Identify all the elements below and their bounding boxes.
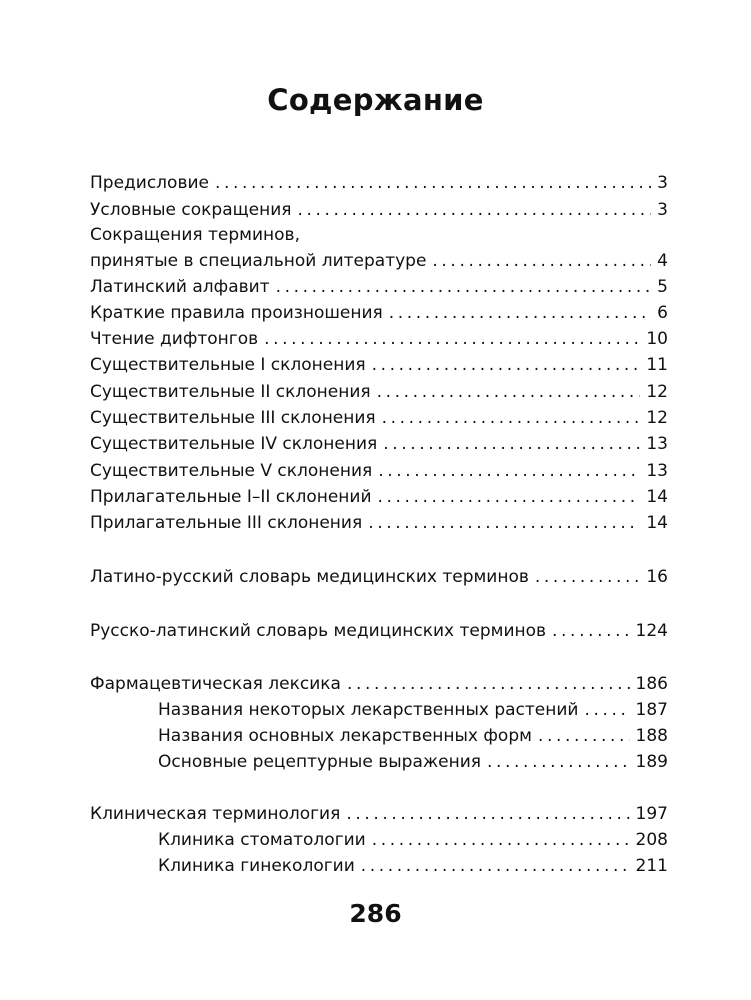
toc-entry-page: 6 (657, 303, 668, 323)
dot-leader (361, 854, 630, 878)
dot-leader (215, 171, 651, 195)
toc-entry-page: 208 (635, 830, 668, 850)
toc-entry-nouns-4 (90, 432, 668, 456)
dot-leader (264, 327, 640, 351)
toc-entry-prescription-expressions (158, 750, 668, 774)
toc-entry-abbreviations (90, 198, 668, 222)
toc-entry-page: 12 (646, 382, 668, 402)
toc-entry-label: Условные сокращения (90, 200, 292, 220)
toc-entry-dentistry-clinic (158, 828, 668, 852)
toc-entry-label: Русско-латинский словарь медицинских терминов (90, 621, 547, 641)
toc-entry-label: Существительные IV склонения (90, 434, 378, 454)
toc-entry-label: Латинский алфавит (90, 277, 270, 297)
toc-entry-page: 13 (646, 434, 668, 454)
dot-leader (378, 459, 640, 483)
toc-entry-nouns-5 (90, 459, 668, 483)
toc-entry-page: 124 (635, 621, 668, 641)
toc-entry-drug-forms (158, 724, 668, 748)
dot-leader (552, 619, 630, 643)
dot-leader (297, 198, 651, 222)
toc-entry-page: 188 (635, 726, 668, 746)
toc-entry-page: 16 (646, 567, 668, 587)
toc-entry-page: 13 (646, 461, 668, 481)
toc-entry-label: Клиническая терминология (90, 804, 341, 824)
page-title: Содержание (267, 83, 484, 117)
dot-leader (377, 380, 641, 404)
toc-entry-page: 14 (646, 513, 668, 533)
toc-entry-medicinal-plants (158, 698, 668, 722)
toc-entry-page: 14 (646, 487, 668, 507)
toc-entry-page: 5 (657, 277, 668, 297)
toc-entry-foreword (90, 171, 668, 195)
page-number: 286 (349, 899, 402, 928)
toc-entry-label: Основные рецептурные выражения (158, 752, 482, 772)
toc-entry-page: 10 (646, 329, 668, 349)
toc-entry-term-abbreviations-line1: Сокращения терминов, (90, 225, 300, 245)
toc-entry-latin-russian-dictionary (90, 565, 668, 589)
toc-entry-label: Существительные II склонения (90, 382, 371, 402)
toc-entry-label: Названия основных лекарственных форм (158, 726, 532, 746)
dot-leader (382, 406, 641, 430)
toc-entry-label: Существительные III склонения (90, 408, 376, 428)
dot-leader (372, 828, 630, 852)
toc-entry-label: Латино-русский словарь медицинских терминов (90, 567, 529, 587)
toc-entry-diphthongs (90, 327, 668, 351)
toc-entry-gynecology-clinic (158, 854, 668, 878)
dot-leader (276, 275, 652, 299)
dot-leader (432, 249, 651, 273)
toc-entry-page: 11 (646, 355, 668, 375)
toc-entry-term-abbreviations (90, 249, 668, 273)
dot-leader (378, 485, 641, 509)
toc-entry-page: 186 (635, 674, 668, 694)
dot-leader (368, 511, 640, 535)
toc-entry-label: Предисловие (90, 173, 209, 193)
toc-entry-label: Существительные V склонения (90, 461, 373, 481)
dot-leader (389, 301, 651, 325)
dot-leader (584, 698, 629, 722)
toc-entry-label: Прилагательные I–II склонений (90, 487, 372, 507)
toc-entry-label: Фармацевтическая лексика (90, 674, 341, 694)
toc-entry-label: Прилагательные III склонения (90, 513, 363, 533)
toc-entry-russian-latin-dictionary (90, 619, 668, 643)
toc-entry-label: Названия некоторых лекарственных растений (158, 700, 579, 720)
toc-entry-latin-alphabet (90, 275, 668, 299)
toc-entry-adjectives-3 (90, 511, 668, 535)
toc-entry-page: 4 (657, 251, 668, 271)
dot-leader (346, 802, 629, 826)
toc-entry-label: принятые в специальной литературе (90, 251, 427, 271)
toc-entry-page: 187 (635, 700, 668, 720)
toc-entry-label: Клиника стоматологии (158, 830, 366, 850)
dot-leader (535, 565, 640, 589)
dot-leader (487, 750, 630, 774)
toc-entry-page: 3 (657, 200, 668, 220)
toc-entry-label: Существительные I склонения (90, 355, 366, 375)
toc-entry-page: 211 (635, 856, 668, 876)
dot-leader (538, 724, 630, 748)
toc-entry-label: Чтение дифтонгов (90, 329, 259, 349)
dot-leader (383, 432, 640, 456)
toc-entry-pharma-lexicon (90, 672, 668, 696)
toc-entry-page: 197 (635, 804, 668, 824)
toc-entry-pronunciation-rules (90, 301, 668, 325)
toc-entry-page: 189 (635, 752, 668, 772)
toc-entry-page: 3 (657, 173, 668, 193)
dot-leader (347, 672, 630, 696)
toc-entry-label: Краткие правила произношения (90, 303, 383, 323)
toc-entry-nouns-1 (90, 353, 668, 377)
dot-leader (372, 353, 641, 377)
toc-entry-nouns-2 (90, 380, 668, 404)
toc-entry-nouns-3 (90, 406, 668, 430)
toc-entry-label: Клиника гинекологии (158, 856, 355, 876)
toc-entry-page: 12 (646, 408, 668, 428)
toc-entry-adjectives-1-2 (90, 485, 668, 509)
toc-entry-clinical-terminology (90, 802, 668, 826)
